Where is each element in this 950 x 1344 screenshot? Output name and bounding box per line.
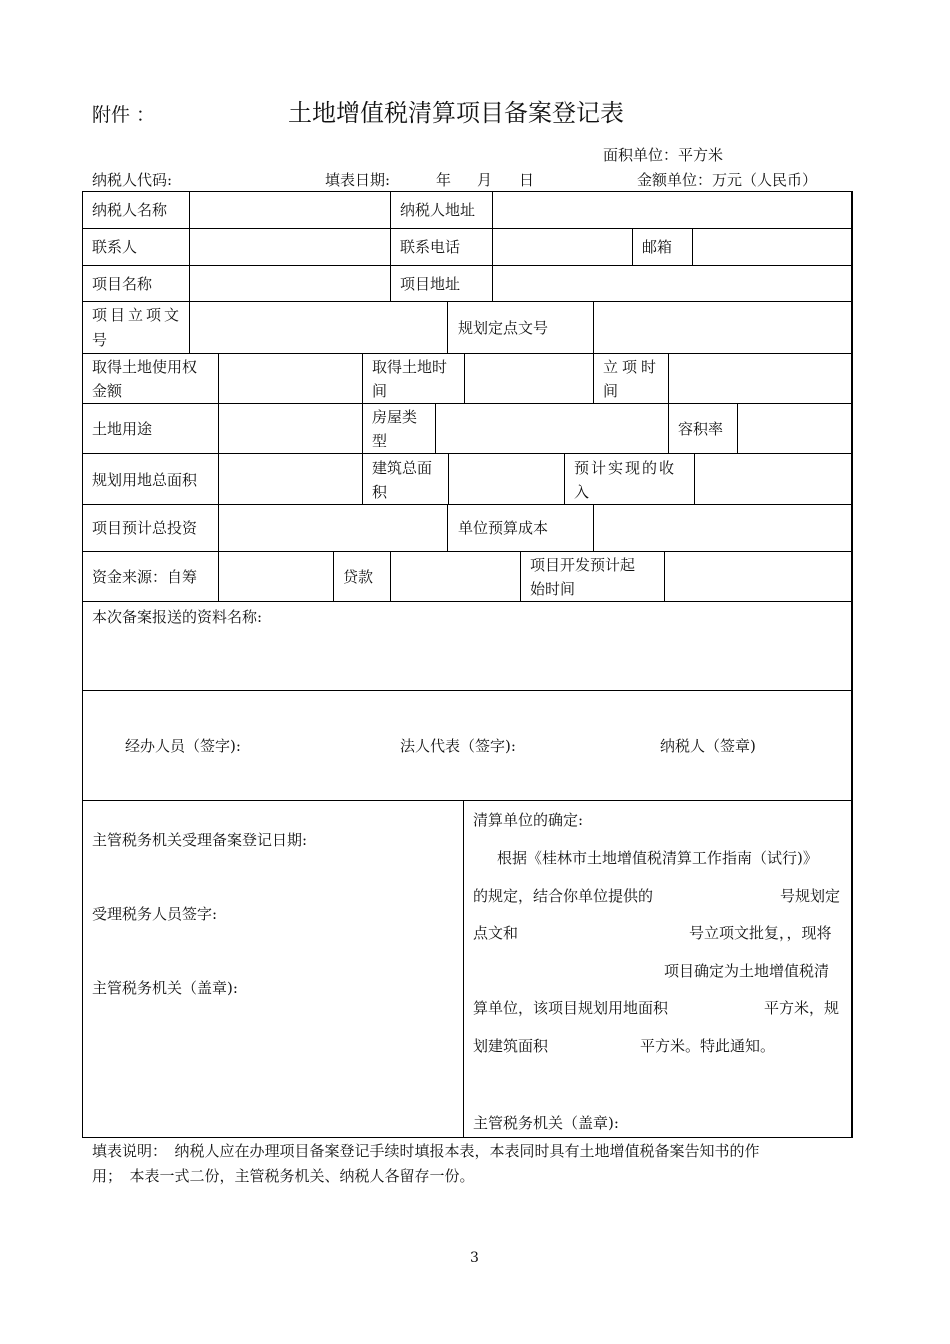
approval-time-label-cont: 间	[603, 382, 619, 400]
settlement-text-line: 平方米。特此通知。	[640, 1037, 776, 1055]
settlement-text-line: 的规定，结合你单位提供的	[473, 887, 654, 905]
dev-start-label-cont: 始时间	[530, 580, 576, 598]
land-time-label: 取得土地时	[372, 358, 448, 376]
project-address-label: 项目地址	[400, 275, 461, 293]
contact-label: 联系人	[92, 238, 138, 256]
amount-unit-label: 金额单位：万元（人民币）	[637, 171, 818, 189]
total-investment-label: 项目预计总投资	[92, 519, 198, 537]
project-approval-doc-label-cont: 号	[92, 331, 108, 349]
page-number: 3	[470, 1250, 479, 1266]
plot-ratio-label: 容积率	[678, 420, 724, 438]
officer-signature-label: 受理税务人员签字:	[92, 905, 218, 923]
settlement-unit-heading: 清算单位的确定:	[473, 811, 584, 829]
fill-date-day: 日	[519, 171, 535, 189]
legal-rep-signature-label: 法人代表（签字):	[400, 737, 516, 755]
house-type-label: 房屋类	[372, 408, 418, 426]
page-title: 土地增值税清算项目备案登记表	[288, 99, 624, 127]
building-area-label-cont: 积	[372, 483, 388, 501]
project-approval-doc-label: 项目立项文	[92, 306, 183, 324]
fill-instructions-cont: 用； 本表一式二份，主管税务机关、纳税人各留存一份。	[92, 1167, 475, 1185]
attachment-label: 附件 ：	[92, 104, 156, 126]
settlement-text-line: 号立项文批复，，现将	[689, 924, 832, 942]
settlement-text-line: 号规划定	[780, 887, 841, 905]
handler-signature-label: 经办人员（签字):	[125, 737, 241, 755]
land-use-label: 土地用途	[92, 420, 153, 438]
settlement-text-line: 点文和	[473, 924, 519, 942]
postcode-label: 邮箱	[642, 238, 673, 256]
fill-date-month: 月	[477, 171, 493, 189]
settlement-text-line: 划建筑面积	[473, 1037, 549, 1055]
materials-label: 本次备案报送的资料名称:	[92, 608, 263, 626]
settlement-text-line: 根据《桂林市土地增值税清算工作指南（试行)》	[497, 849, 818, 867]
fund-source-label: 资金来源：自筹	[92, 568, 198, 586]
settlement-text-line: 平方米，规	[764, 999, 840, 1017]
expected-income-label: 预计实现的收	[574, 459, 677, 477]
building-area-label: 建筑总面	[372, 459, 433, 477]
unit-budget-cost-label: 单位预算成本	[458, 519, 549, 537]
land-fee-label: 取得土地使用权	[92, 358, 198, 376]
settlement-text-line: 项目确定为土地增值税清	[664, 962, 830, 980]
settlement-seal-label: 主管税务机关（盖章):	[473, 1114, 619, 1132]
taxpayer-name-label: 纳税人名称	[92, 201, 168, 219]
fill-date-label: 填表日期:	[325, 171, 391, 189]
fill-instructions: 填表说明： 纳税人应在办理项目备案登记手续时填报本表，本表同时具有土地增值税备案告知书的作	[92, 1142, 760, 1160]
expected-income-label-cont: 入	[574, 483, 590, 501]
taxpayer-address-label: 纳税人地址	[400, 201, 476, 219]
dev-start-label: 项目开发预计起	[530, 556, 636, 574]
loan-label: 贷款	[343, 568, 374, 586]
approval-time-label: 立项时	[603, 358, 661, 376]
accept-date-label: 主管税务机关受理备案登记日期:	[92, 831, 308, 849]
contact-phone-label: 联系电话	[400, 238, 461, 256]
planned-land-area-label: 规划用地总面积	[92, 471, 198, 489]
house-type-label-cont: 型	[372, 432, 388, 450]
authority-seal-label: 主管税务机关（盖章):	[92, 979, 238, 997]
project-name-label: 项目名称	[92, 275, 153, 293]
settlement-text-line: 算单位，该项目规划用地面积	[473, 999, 669, 1017]
fill-date-year: 年	[436, 171, 452, 189]
planning-doc-label: 规划定点文号	[458, 319, 549, 337]
land-fee-label-cont: 金额	[92, 382, 123, 400]
area-unit-label: 面积单位：平方米	[603, 146, 724, 164]
taxpayer-code-label: 纳税人代码:	[92, 171, 173, 189]
taxpayer-seal-label: 纳税人（签章)	[660, 737, 756, 755]
land-time-label-cont: 间	[372, 382, 388, 400]
